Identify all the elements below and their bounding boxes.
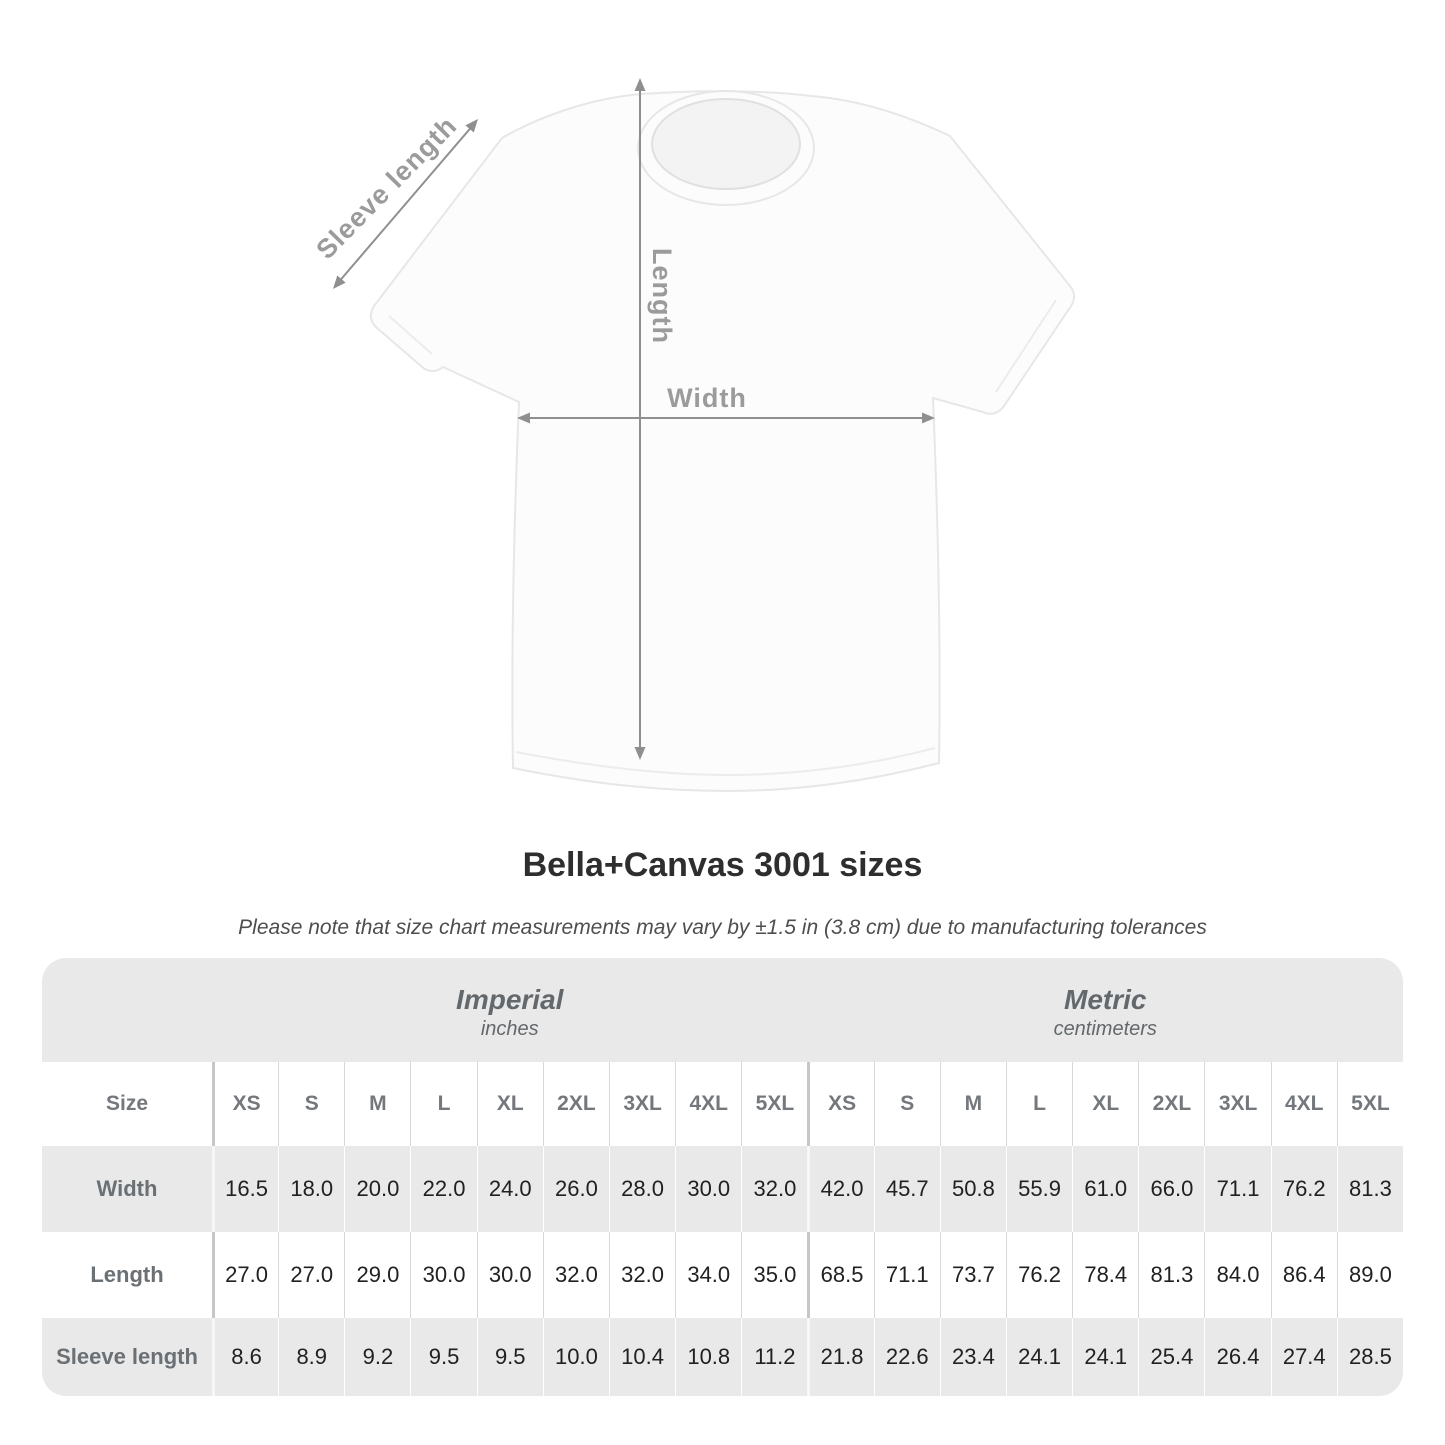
value-cell-imperial: 24.0 [477,1146,543,1232]
size-header-metric-3xl: 3XL [1204,1062,1270,1146]
value-cell-metric: 50.8 [940,1146,1006,1232]
value-cell-metric: 42.0 [807,1146,873,1232]
size-header-metric-xl: XL [1072,1062,1138,1146]
value-cell-metric: 26.4 [1204,1318,1270,1396]
value-cell-metric: 71.1 [1204,1146,1270,1232]
value-cell-imperial: 29.0 [344,1232,410,1318]
size-header-metric-2xl: 2XL [1138,1062,1204,1146]
row-label: Sleeve length [42,1318,212,1396]
unit-header-band [42,958,1403,1062]
size-header-imperial-4xl: 4XL [675,1062,741,1146]
size-header-metric-xs: XS [807,1062,873,1146]
value-cell-imperial: 32.0 [609,1232,675,1318]
width-label: Width [667,383,747,413]
value-cell-metric: 27.4 [1271,1318,1337,1396]
size-header-imperial-m: M [344,1062,410,1146]
value-cell-metric: 66.0 [1138,1146,1204,1232]
imperial-title: Imperial [456,984,564,1015]
value-cell-imperial: 8.6 [212,1318,278,1396]
value-cell-imperial: 9.5 [477,1318,543,1396]
band-spacer [42,958,212,1062]
value-cell-metric: 45.7 [874,1146,940,1232]
value-cell-imperial: 8.9 [278,1318,344,1396]
imperial-header [212,958,808,1062]
value-cell-metric: 81.3 [1337,1146,1403,1232]
page-title: Bella+Canvas 3001 sizes [522,846,923,884]
size-header-imperial-3xl: 3XL [609,1062,675,1146]
value-cell-metric: 78.4 [1072,1232,1138,1318]
value-cell-imperial: 34.0 [675,1232,741,1318]
row-label: Width [42,1146,212,1232]
size-header-imperial-l: L [410,1062,476,1146]
value-cell-metric: 68.5 [807,1232,873,1318]
tolerance-note: Please note that size chart measurements may vary by ±1.5 in (3.8 cm) due to manufacturing tolerances [238,916,1207,939]
value-cell-metric: 73.7 [940,1232,1006,1318]
value-cell-imperial: 27.0 [212,1232,278,1318]
value-cell-metric: 61.0 [1072,1146,1138,1232]
value-cell-metric: 55.9 [1006,1146,1072,1232]
size-header-metric-s: S [874,1062,940,1146]
value-cell-metric: 84.0 [1204,1232,1270,1318]
length-arrow-head-top [635,78,646,91]
value-cell-metric: 22.6 [874,1318,940,1396]
value-cell-imperial: 30.0 [477,1232,543,1318]
size-header-metric-m: M [940,1062,1006,1146]
value-cell-imperial: 30.0 [410,1232,476,1318]
value-cell-imperial: 9.5 [410,1318,476,1396]
value-cell-imperial: 26.0 [543,1146,609,1232]
size-header-imperial-s: S [278,1062,344,1146]
metric-unit: centimeters [1053,1018,1157,1040]
value-cell-metric: 76.2 [1271,1146,1337,1232]
value-cell-imperial: 22.0 [410,1146,476,1232]
value-cell-metric: 24.1 [1006,1318,1072,1396]
value-cell-imperial: 35.0 [741,1232,807,1318]
value-cell-metric: 86.4 [1271,1232,1337,1318]
value-cell-imperial: 32.0 [741,1146,807,1232]
value-cell-metric: 21.8 [807,1318,873,1396]
value-cell-metric: 71.1 [874,1232,940,1318]
value-cell-imperial: 10.4 [609,1318,675,1396]
metric-header [808,958,1404,1062]
size-header-metric-l: L [1006,1062,1072,1146]
value-cell-imperial: 11.2 [741,1318,807,1396]
row-label: Length [90,1262,164,1287]
value-cell-imperial: 18.0 [278,1146,344,1232]
metric-title: Metric [1064,984,1147,1015]
value-cell-metric: 81.3 [1138,1232,1204,1318]
size-header-imperial-5xl: 5XL [741,1062,807,1146]
value-cell-imperial: 27.0 [278,1232,344,1318]
size-header-imperial-2xl: 2XL [543,1062,609,1146]
imperial-unit: inches [480,1018,539,1040]
value-cell-imperial: 28.0 [609,1146,675,1232]
value-cell-metric: 25.4 [1138,1318,1204,1396]
sleeve-length-label: Sleeve length [310,110,463,265]
value-cell-metric: 76.2 [1006,1232,1072,1318]
value-cell-imperial: 16.5 [212,1146,278,1232]
size-column-header: Size [105,1092,149,1115]
size-header-metric-4xl: 4XL [1271,1062,1337,1146]
size-table [42,958,1403,1396]
value-cell-imperial: 20.0 [344,1146,410,1232]
size-header-imperial-xs: XS [212,1062,278,1146]
value-cell-imperial: 10.8 [675,1318,741,1396]
collar-opening [652,99,800,189]
size-header-metric-5xl: 5XL [1337,1062,1403,1146]
value-cell-imperial: 32.0 [543,1232,609,1318]
value-cell-imperial: 30.0 [675,1146,741,1232]
size-grid [42,1062,1403,1396]
value-cell-metric: 89.0 [1337,1232,1403,1318]
size-header-imperial-xl: XL [477,1062,543,1146]
length-label: Length [647,248,677,344]
value-cell-metric: 28.5 [1337,1318,1403,1396]
value-cell-imperial: 9.2 [344,1318,410,1396]
value-cell-imperial: 10.0 [543,1318,609,1396]
value-cell-metric: 24.1 [1072,1318,1138,1396]
value-cell-metric: 23.4 [940,1318,1006,1396]
